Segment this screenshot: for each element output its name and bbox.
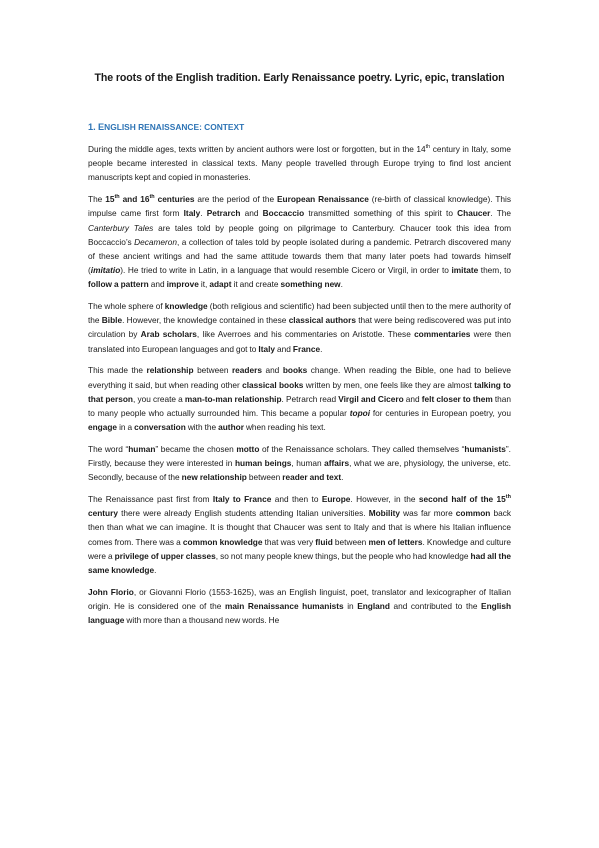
text-run: centuries (154, 194, 195, 205)
text-run: felt closer to them (421, 393, 493, 404)
text-run: . However, in the (350, 493, 419, 504)
text-run: Italy (183, 208, 201, 219)
text-run: , you create a (133, 393, 185, 404)
text-run: human (128, 443, 156, 454)
text-run: John Florio (88, 586, 134, 597)
text-run: Boccaccio (262, 208, 305, 219)
text-run: than to many people who actually surrounded him. This became a popular (88, 393, 511, 418)
text-run: for centuries in European poetry, you (370, 407, 512, 418)
text-run: The Renaissance past first from (88, 493, 213, 504)
text-run: Virgil and Cicero (338, 393, 404, 404)
text-run: improve (166, 279, 199, 290)
text-run: it, (198, 279, 210, 290)
text-run: human beings (234, 458, 292, 469)
text-run: and (148, 279, 167, 290)
text-run: ). He tried to write in Latin, in a language that would resemble Cicero or Virgil, in order to (120, 265, 452, 276)
text-run: (re-birth of classical knowledge). This impulse came first form (88, 194, 512, 219)
text-run: Italy (258, 343, 276, 354)
text-run: imitatio (90, 265, 121, 276)
text-run: in (343, 600, 358, 611)
paragraph (88, 585, 511, 628)
text-run: topoi (349, 407, 371, 418)
paragraph (88, 442, 511, 485)
text-run: and (240, 208, 263, 219)
text-run: Italy to France (212, 493, 272, 504)
text-run: , or Giovanni Florio (1553-1625), was an English linguist, poet, translator and lexicographer of Italian origin. He is considered one of the (88, 586, 511, 611)
paragraph (88, 363, 511, 434)
text-run: 16 (140, 194, 150, 205)
text-run: , like Averroes and his commentaries on Aristotle. These (196, 329, 415, 340)
text-run: between (246, 472, 283, 483)
section-title-rest: NGLISH RENAISSANCE: CONTEXT (104, 122, 245, 132)
text-run: . (154, 564, 157, 575)
text-run: classical authors (288, 315, 356, 326)
text-run: between (332, 536, 369, 547)
text-run: with the (185, 422, 219, 433)
text-run: follow a pattern (88, 279, 149, 290)
text-run: relationship (146, 365, 194, 376)
text-run: affairs (324, 458, 350, 469)
text-run: in a (117, 422, 135, 433)
text-run: th (114, 194, 120, 201)
text-run: man-to-man relationship (184, 393, 282, 404)
body-text (88, 142, 511, 627)
text-run: between (193, 365, 232, 376)
text-run: was far more (400, 508, 456, 519)
text-run: change. When reading the Bible, one had to believe everything it said, but when reading other (88, 365, 511, 390)
text-run: and (261, 365, 283, 376)
text-run: readers (231, 365, 262, 376)
text-run: . (320, 343, 323, 354)
text-run: th (149, 194, 155, 201)
section-title-initial: E (98, 122, 105, 132)
text-run: 15 (105, 194, 115, 205)
text-run: classical books (242, 379, 304, 390)
text-run: were then translated into European languages and got to (88, 329, 511, 354)
text-run: Decameron (134, 236, 178, 247)
text-run: when reading his text. (243, 422, 326, 433)
text-run: Bible (101, 315, 123, 326)
text-run: are the period of the (194, 194, 277, 205)
paragraph (88, 142, 511, 185)
text-run: new relationship (181, 472, 247, 483)
text-run: This made the (88, 365, 147, 376)
paragraph (88, 492, 511, 577)
text-run: France (292, 343, 321, 354)
text-run: author (218, 422, 244, 433)
text-run: . The (490, 208, 512, 219)
text-run: . However, the knowledge contained in these (122, 315, 289, 326)
text-run: Canterbury Tales (88, 222, 154, 233)
text-run: and then to (271, 493, 322, 504)
text-run: Chaucer (457, 208, 491, 219)
text-run: back then than what we can imagine. It is thought that Chaucer was sent to Italy and that is where his Italian influence comes from. There was a (88, 508, 511, 547)
text-run: , so not many people knew things, but the people who had knowledge (215, 550, 471, 561)
text-run: that were being rediscovered was put into circulation by (88, 315, 512, 340)
text-run: them, to (478, 265, 511, 276)
text-run: and (119, 194, 141, 205)
text-run: Europe (321, 493, 351, 504)
text-run: , a collection of tales told by people isolated during a pandemic. Petrarch discovered many of these ancient writings and had the same attitude towards them that many later poets had towards himself ( (88, 236, 511, 276)
text-run: commentaries (414, 329, 471, 340)
text-run: with more than a thousand new words. He (124, 615, 280, 626)
text-run: and contributed to the (389, 600, 482, 611)
text-run: . Knowledge and culture were a (88, 536, 511, 561)
text-run: are tales told by people going on pilgrimage to Canterbury. Chaucer took this idea from Boccaccio’s (88, 222, 512, 247)
text-run: motto (236, 443, 260, 454)
text-run: common (455, 508, 491, 519)
text-run: th (425, 144, 431, 151)
text-run: (both religious and scientific) had been subjected until then to the mere authority of the (88, 301, 511, 326)
text-run: . (341, 472, 344, 483)
text-run: . Petrarch read (281, 393, 339, 404)
paragraph (88, 192, 511, 291)
paragraph (88, 299, 511, 356)
text-run: imitate (451, 265, 479, 276)
text-run: century (88, 508, 118, 519)
text-run: reader and text (282, 472, 342, 483)
text-run: had all the same knowledge (88, 550, 511, 575)
text-run: it and create (231, 279, 281, 290)
text-run: conversation (134, 422, 186, 433)
text-run: something new (280, 279, 341, 290)
text-run: transmitted something of this spirit to (304, 208, 458, 219)
text-run: During the middle ages, texts written by ancient authors were lost or forgotten, but in the 14 (88, 144, 426, 154)
text-run: The word “ (88, 443, 129, 454)
text-run: Arab scholars (140, 329, 197, 340)
text-run: The (88, 194, 106, 205)
text-run: English language (88, 600, 512, 626)
text-run: , human (291, 458, 325, 469)
text-run: European Renaissance (276, 194, 369, 205)
text-run: main Renaissance humanists (224, 600, 344, 611)
text-run: ”. Firstly, because they were interested in (88, 443, 511, 469)
text-run: century in Italy, some people became interested in classical texts. Many people travelled through Europe trying to find lost ancient manuscripts kept and copied in monasteries. (88, 144, 511, 183)
text-run: that was very (262, 536, 316, 547)
text-run: there were already English students attending Italian universities. (117, 508, 369, 519)
text-run: privilege of upper classes (114, 550, 216, 561)
text-run: of the Renaissance scholars. They called themselves “ (259, 443, 465, 454)
text-run: ” became the chosen (155, 443, 237, 454)
text-run: men of letters (368, 536, 423, 547)
text-run: books (282, 365, 308, 376)
text-run: talking to that person (88, 379, 511, 404)
text-run: adapt (209, 279, 232, 290)
text-run: common knowledge (182, 536, 263, 547)
text-run: fluid (315, 536, 333, 547)
text-run: Mobility (368, 508, 401, 519)
document-title: The roots of the English tradition. Early Renaissance poetry. Lyric, epic, translation (94, 72, 505, 84)
section-heading (88, 122, 511, 132)
section-number: 1. (88, 122, 96, 132)
text-run: and (403, 393, 422, 404)
text-run: written by men, one feels like they are almost (303, 379, 475, 390)
text-run: England (357, 600, 390, 611)
text-run: . (200, 208, 207, 219)
text-run: knowledge (164, 301, 208, 312)
text-run: th (505, 494, 511, 501)
text-run: and (275, 343, 293, 354)
text-run: , what we are, physiology, the universe, etc. Secondly, because of the (88, 458, 511, 483)
text-run: engage (88, 422, 118, 433)
text-run: . (340, 279, 343, 290)
text-run: humanists (464, 443, 506, 454)
text-run: The whole sphere of (88, 301, 165, 312)
text-run: Petrarch (206, 208, 241, 219)
text-run: second half of the 15 (418, 493, 506, 504)
